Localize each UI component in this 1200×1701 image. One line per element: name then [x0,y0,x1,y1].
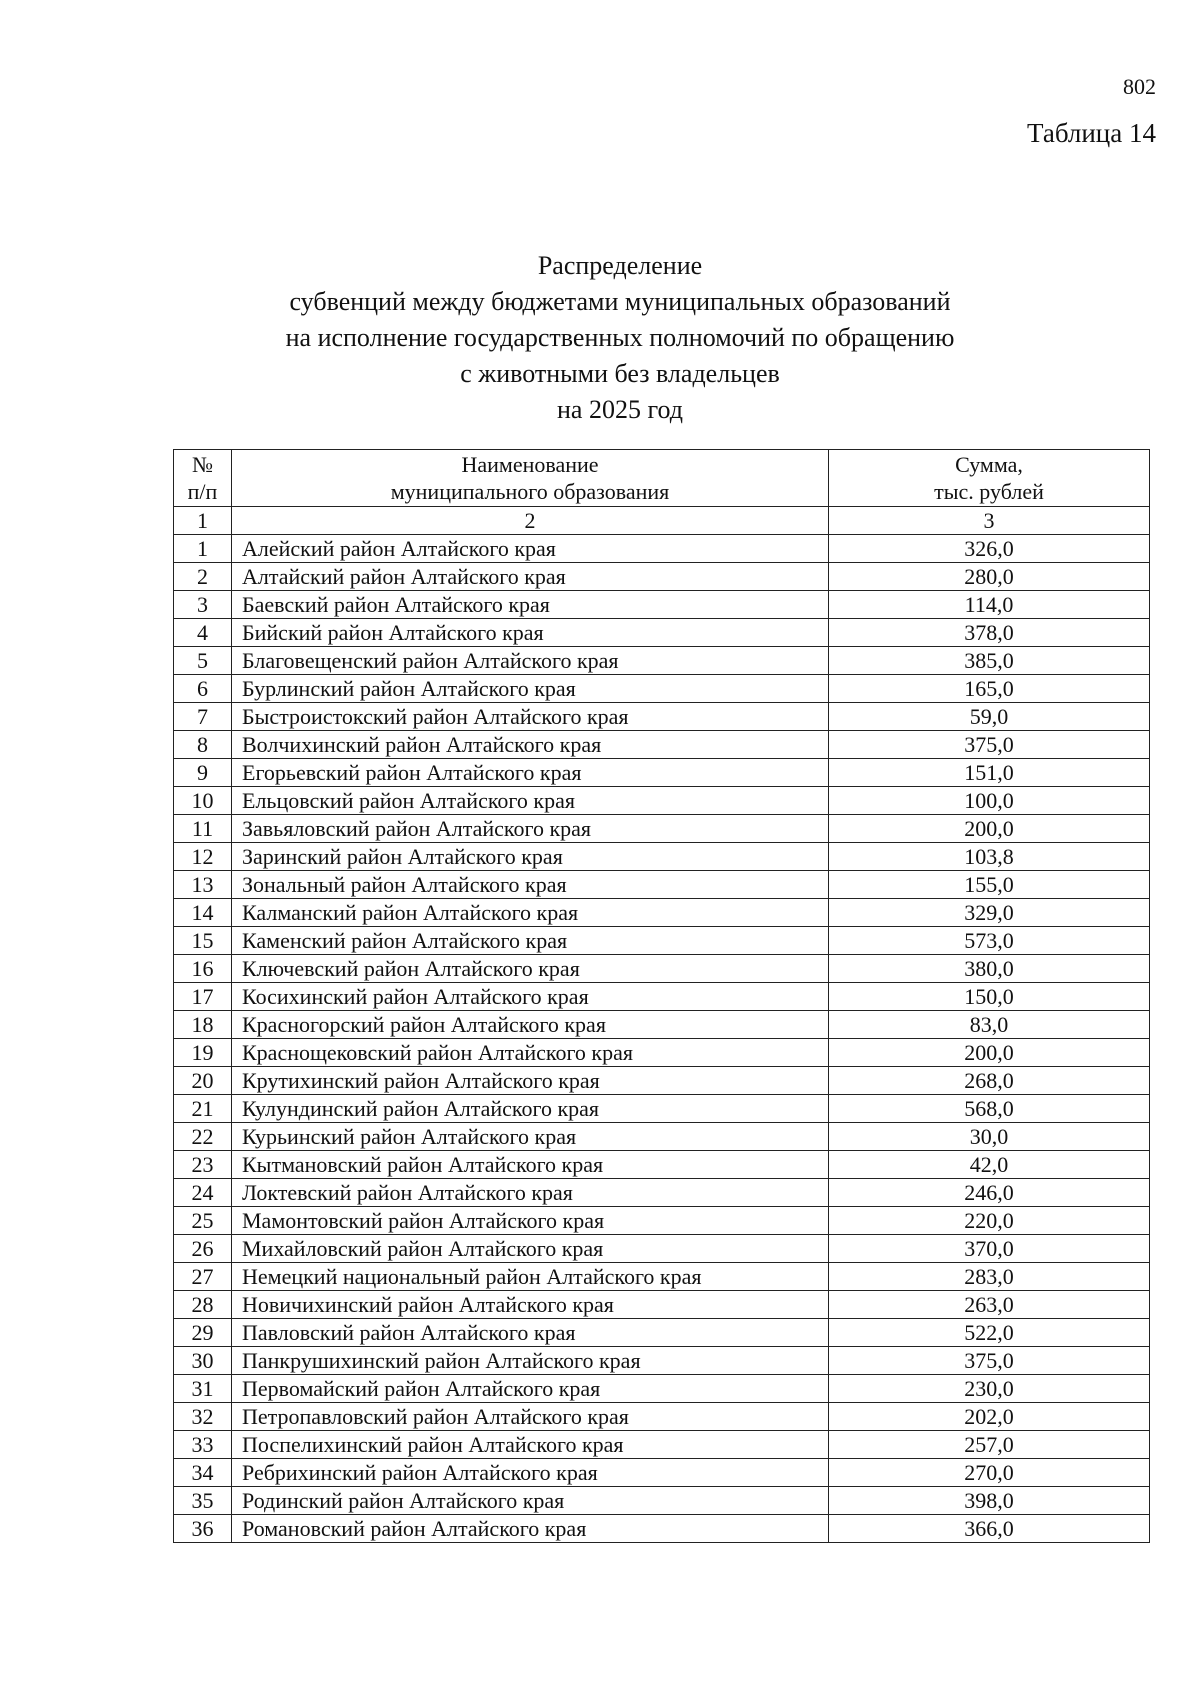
row-sum: 202,0 [829,1403,1150,1431]
table-row [174,1151,1150,1179]
row-sum: 42,0 [829,1151,1150,1179]
row-name: Романовский район Алтайского края [232,1515,829,1543]
row-number: 10 [174,787,232,815]
row-name: Курьинский район Алтайского края [232,1123,829,1151]
table-row [174,1459,1150,1487]
row-sum: 366,0 [829,1515,1150,1543]
row-name: Алтайский район Алтайского края [232,563,829,591]
table-row [174,1403,1150,1431]
title-line: на исполнение государственных полномочий по обращению [285,323,955,352]
row-sum: 375,0 [829,731,1150,759]
row-sum: 280,0 [829,563,1150,591]
row-number: 5 [174,647,232,675]
column-number-row [174,507,1150,535]
row-number: 2 [174,563,232,591]
table-row [174,1347,1150,1375]
row-sum: 103,8 [829,843,1150,871]
row-sum: 150,0 [829,983,1150,1011]
table-row [174,1039,1150,1067]
table-row [174,1487,1150,1515]
row-name: Бурлинский район Алтайского края [232,675,829,703]
header-name-line2: муниципального образования [390,479,670,504]
title-line: Распределение [537,251,703,280]
table-row [174,843,1150,871]
row-name: Краснощековский район Алтайского края [232,1039,829,1067]
row-sum: 375,0 [829,1347,1150,1375]
row-sum: 380,0 [829,955,1150,983]
row-sum: 246,0 [829,1179,1150,1207]
row-sum: 370,0 [829,1235,1150,1263]
row-name: Петропавловский район Алтайского края [232,1403,829,1431]
row-number: 33 [174,1431,232,1459]
row-number: 35 [174,1487,232,1515]
row-sum: 200,0 [829,1039,1150,1067]
row-name: Новичихинский район Алтайского края [232,1291,829,1319]
title-line: на 2025 год [557,395,683,424]
row-sum: 114,0 [829,591,1150,619]
row-sum: 59,0 [829,703,1150,731]
row-sum: 573,0 [829,927,1150,955]
row-name: Зональный район Алтайского края [232,871,829,899]
row-number: 28 [174,1291,232,1319]
row-number: 7 [174,703,232,731]
row-sum: 283,0 [829,1263,1150,1291]
row-name: Красногорский район Алтайского края [232,1011,829,1039]
table-row [174,1515,1150,1543]
table-row [174,1179,1150,1207]
row-sum: 83,0 [829,1011,1150,1039]
column-number: 2 [232,507,829,535]
table-row [174,1123,1150,1151]
row-number: 22 [174,1123,232,1151]
row-sum: 329,0 [829,899,1150,927]
table-row [174,871,1150,899]
row-name: Мамонтовский район Алтайского края [232,1207,829,1235]
document-title [200,248,1040,428]
row-number: 6 [174,675,232,703]
table-row [174,1011,1150,1039]
row-name: Алейский район Алтайского края [232,535,829,563]
table-row [174,1095,1150,1123]
table-row [174,591,1150,619]
table-row [174,983,1150,1011]
row-name: Волчихинский район Алтайского края [232,731,829,759]
row-sum: 263,0 [829,1291,1150,1319]
row-name: Заринский район Алтайского края [232,843,829,871]
row-name: Кулундинский район Алтайского края [232,1095,829,1123]
row-name: Каменский район Алтайского края [232,927,829,955]
row-name: Кытмановский район Алтайского края [232,1151,829,1179]
row-name: Михайловский район Алтайского края [232,1235,829,1263]
row-name: Ельцовский район Алтайского края [232,787,829,815]
table-row [174,647,1150,675]
row-name: Крутихинский район Алтайского края [232,1067,829,1095]
table-body [174,535,1150,1543]
row-number: 9 [174,759,232,787]
header-name-line1: Наименование [461,452,599,477]
row-name: Косихинский район Алтайского края [232,983,829,1011]
row-number: 23 [174,1151,232,1179]
row-name: Завьяловский район Алтайского края [232,815,829,843]
row-sum: 270,0 [829,1459,1150,1487]
row-sum: 385,0 [829,647,1150,675]
table-header-row [174,450,1150,507]
row-number: 25 [174,1207,232,1235]
row-number: 16 [174,955,232,983]
table-row [174,703,1150,731]
row-number: 30 [174,1347,232,1375]
row-sum: 568,0 [829,1095,1150,1123]
row-name: Быстроистокский район Алтайского края [232,703,829,731]
row-name: Ребрихинский район Алтайского края [232,1459,829,1487]
row-number: 36 [174,1515,232,1543]
table-row [174,1291,1150,1319]
table-row [174,675,1150,703]
table-row [174,1319,1150,1347]
row-sum: 268,0 [829,1067,1150,1095]
row-sum: 230,0 [829,1375,1150,1403]
row-number: 19 [174,1039,232,1067]
title-line: субвенций между бюджетами муниципальных образований [289,287,951,316]
row-sum: 326,0 [829,535,1150,563]
header-sum-line1: Сумма, [955,452,1023,477]
row-number: 21 [174,1095,232,1123]
row-sum: 257,0 [829,1431,1150,1459]
table-row [174,563,1150,591]
row-sum: 100,0 [829,787,1150,815]
table-row [174,619,1150,647]
header-number-line2: п/п [187,479,218,504]
row-name: Егорьевский район Алтайского края [232,759,829,787]
row-number: 14 [174,899,232,927]
row-number: 15 [174,927,232,955]
column-number: 3 [829,507,1150,535]
row-sum: 165,0 [829,675,1150,703]
row-number: 29 [174,1319,232,1347]
row-sum: 155,0 [829,871,1150,899]
row-number: 4 [174,619,232,647]
row-name: Панкрушихинский район Алтайского края [232,1347,829,1375]
table-row [174,1375,1150,1403]
row-name: Баевский район Алтайского края [232,591,829,619]
row-number: 26 [174,1235,232,1263]
table-label: Таблица 14 [1027,118,1156,148]
row-number: 24 [174,1179,232,1207]
row-name: Первомайский район Алтайского края [232,1375,829,1403]
row-name: Благовещенский район Алтайского края [232,647,829,675]
row-name: Бийский район Алтайского края [232,619,829,647]
column-number: 1 [174,507,232,535]
row-number: 34 [174,1459,232,1487]
row-number: 20 [174,1067,232,1095]
row-number: 11 [174,815,232,843]
row-number: 32 [174,1403,232,1431]
row-sum: 220,0 [829,1207,1150,1235]
table-row [174,955,1150,983]
distribution-table [173,449,1150,1543]
page-number: 802 [1123,74,1156,99]
table-row [174,1067,1150,1095]
table-row [174,1235,1150,1263]
row-number: 1 [174,535,232,563]
header-number [174,450,232,507]
row-name: Ключевский район Алтайского края [232,955,829,983]
row-name: Павловский район Алтайского края [232,1319,829,1347]
row-sum: 378,0 [829,619,1150,647]
row-number: 17 [174,983,232,1011]
row-name: Немецкий национальный район Алтайского края [232,1263,829,1291]
row-name: Поспелихинский район Алтайского края [232,1431,829,1459]
table-row [174,1207,1150,1235]
row-name: Локтевский район Алтайского края [232,1179,829,1207]
row-number: 12 [174,843,232,871]
title-line: с животными без владельцев [460,359,780,388]
row-number: 18 [174,1011,232,1039]
header-number-line1: № [192,452,213,477]
row-number: 8 [174,731,232,759]
table-row [174,1263,1150,1291]
row-name: Калманский район Алтайского края [232,899,829,927]
header-sum-line2: тыс. рублей [934,479,1044,504]
table-row [174,759,1150,787]
row-number: 27 [174,1263,232,1291]
row-sum: 522,0 [829,1319,1150,1347]
header-name [232,450,829,507]
row-name: Родинский район Алтайского края [232,1487,829,1515]
row-sum: 151,0 [829,759,1150,787]
row-sum: 398,0 [829,1487,1150,1515]
table-row [174,815,1150,843]
table-row [174,1431,1150,1459]
header-sum [829,450,1150,507]
table-row [174,535,1150,563]
row-number: 3 [174,591,232,619]
row-sum: 30,0 [829,1123,1150,1151]
table-row [174,731,1150,759]
table-row [174,787,1150,815]
row-sum: 200,0 [829,815,1150,843]
row-number: 13 [174,871,232,899]
row-number: 31 [174,1375,232,1403]
table-row [174,927,1150,955]
table-row [174,899,1150,927]
